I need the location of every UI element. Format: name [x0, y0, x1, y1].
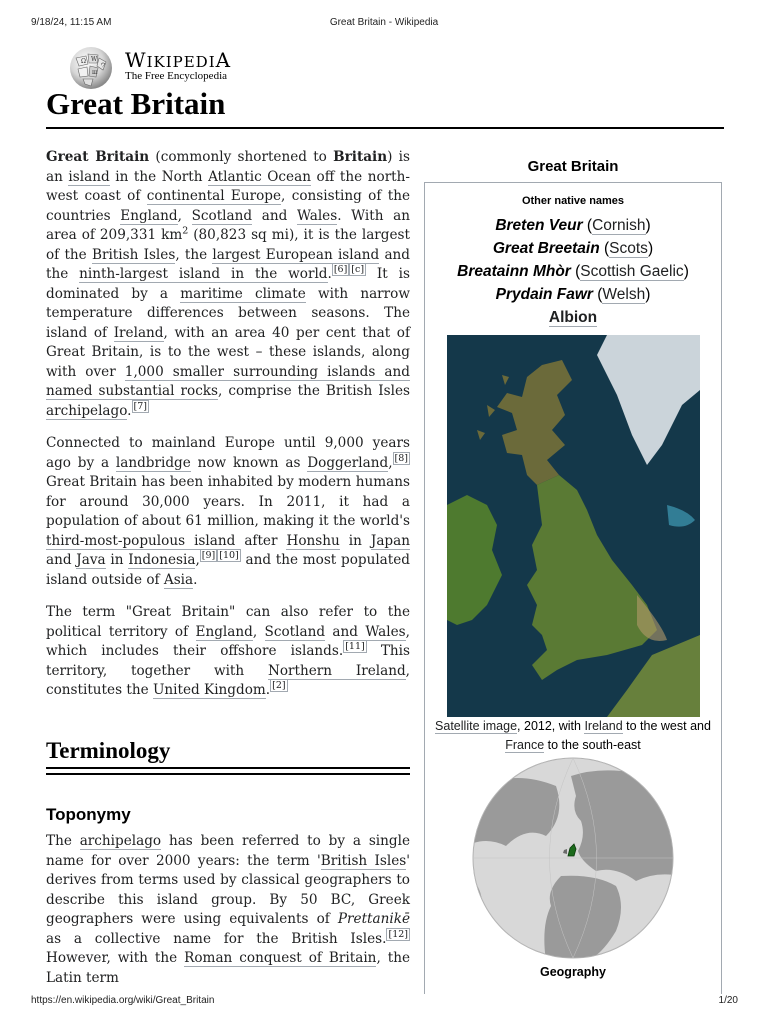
wikipedia-tagline: The Free Encyclopedia	[125, 70, 228, 82]
print-page-number: 1/20	[718, 995, 738, 1006]
native-name-welsh: Prydain Fawr (Welsh)	[495, 286, 651, 303]
svg-text:ウ: ウ	[100, 62, 107, 69]
citation-2[interactable]: [2]	[272, 680, 286, 692]
link-scotland-political[interactable]: Scotland	[264, 623, 326, 640]
link-ireland[interactable]: Ireland	[113, 324, 164, 341]
link-welsh[interactable]: Welsh	[602, 286, 646, 303]
print-page-title: Great Britain - Wikipedia	[329, 17, 439, 28]
link-archipelago-toponymy[interactable]: archipelago	[79, 833, 162, 849]
svg-text:W: W	[91, 56, 98, 63]
link-archipelago[interactable]: archipelago	[46, 402, 128, 419]
link-japan[interactable]: Japan	[370, 532, 410, 549]
link-ireland-caption[interactable]: Ireland	[584, 719, 623, 733]
print-header	[0, 17, 768, 31]
infobox-subheader: Other native names	[521, 195, 625, 207]
link-scotland[interactable]: Scotland	[191, 207, 253, 224]
section-divider	[46, 773, 410, 775]
link-united-kingdom[interactable]: United Kingdom	[152, 682, 266, 698]
latin-name-albion[interactable]: Albion	[548, 309, 598, 326]
print-footer	[0, 995, 768, 1009]
satellite-image-caption: Satellite image, 2012, with Ireland to the west and France to the south-east	[435, 719, 711, 752]
link-wales[interactable]: Wales	[296, 207, 338, 224]
link-british-isles-toponymy[interactable]: British Isles	[320, 852, 407, 869]
intro-paragraph-3: The term "Great Britain" can also refer to the political territory of England, Scotland and Wales, which includes their offshore islands. [11] This territory, together with Northern Ireland, constitutes the United Kingdom. [2]	[46, 604, 410, 698]
page-title: Great Britain	[46, 86, 226, 121]
link-largest-european-island[interactable]: largest European island	[212, 246, 380, 263]
link-british-isles[interactable]: British Isles	[91, 246, 176, 263]
link-landbridge[interactable]: landbridge	[115, 454, 191, 471]
link-ninth-largest-island[interactable]: ninth-largest island in the world	[79, 266, 328, 282]
citation-9[interactable]: [9]	[201, 550, 216, 562]
link-asia[interactable]: Asia	[163, 571, 194, 588]
link-northern-ireland[interactable]: Northern Ireland	[267, 662, 406, 679]
infobox	[424, 182, 722, 994]
link-england[interactable]: England	[120, 207, 178, 224]
citation-6[interactable]: [6]	[333, 264, 348, 276]
link-maritime-climate[interactable]: maritime climate	[180, 285, 306, 302]
link-island[interactable]: island	[68, 168, 110, 185]
infobox-section-geography: Geography	[540, 965, 606, 979]
native-name-cornish: Breten Veur (Cornish)	[495, 217, 651, 234]
wikipedia-wordmark: WIKIPEDIA	[125, 48, 232, 72]
svg-text:Ω: Ω	[81, 58, 86, 65]
native-name-scots: Great Breetain (Scots)	[492, 240, 654, 257]
print-url: https://en.wikipedia.org/wiki/Great_Britain	[31, 995, 215, 1006]
link-smaller-islands[interactable]: 1,000 smaller surrounding islands and named substantial rocks	[46, 363, 410, 399]
locator-globe-map[interactable]	[466, 756, 681, 961]
note-c[interactable]: [c]	[351, 264, 365, 276]
citation-8[interactable]: [8]	[394, 452, 408, 464]
wikipedia-globe-icon	[66, 44, 116, 90]
section-heading-terminology: Terminology	[46, 738, 171, 763]
link-england-political[interactable]: England	[195, 623, 253, 640]
citation-12[interactable]: [12]	[388, 928, 408, 940]
citation-10[interactable]: [10]	[219, 550, 239, 562]
infobox-title: Great Britain	[527, 158, 619, 175]
subsection-heading-toponymy: Toponymy	[46, 805, 131, 824]
link-scottish-gaelic[interactable]: Scottish Gaelic	[580, 263, 684, 280]
link-france[interactable]: France	[505, 738, 545, 752]
satellite-image[interactable]	[447, 335, 700, 717]
intro-paragraph-2: Connected to mainland Europe until 9,000 years ago by a landbridge now known as Doggerland, [8] Great Britain has been inhabited by modern humans for around 30,000 years. In 2011, it had a population of about 61 million, making it the world's third-most-populous island after Honshu in Japan and Java in Indonesia, [9] [10] and the most populated island outside of Asia.	[46, 435, 410, 588]
link-scots[interactable]: Scots	[609, 240, 648, 257]
link-doggerland[interactable]: Doggerland	[307, 454, 389, 471]
link-roman-conquest[interactable]: Roman conquest of Britain	[184, 950, 377, 966]
section-divider	[46, 767, 410, 769]
title-divider	[46, 127, 724, 129]
toponymy-section	[46, 832, 410, 1001]
citation-11[interactable]: [11]	[345, 641, 365, 653]
native-name-gaelic: Breatainn Mhòr (Scottish Gaelic)	[457, 263, 689, 280]
print-datetime: 9/18/24, 11:15 AM	[31, 17, 112, 28]
toponymy-paragraph: The archipelago has been referred to by a single name for over 2000 years: the term 'British Isles' derives from terms used by classical geographers to describe this island group. By 50 BC, Greek geographers were using equivalents of Prettanikē as a collective name for the British Isles. [12] However, with the Roman conquest of Britain, the Latin term	[46, 833, 410, 986]
link-atlantic-ocean[interactable]: Atlantic Ocean	[208, 168, 311, 185]
link-cornish[interactable]: Cornish	[592, 217, 646, 234]
link-wales-political[interactable]: Wales	[365, 623, 406, 640]
intro-paragraph-1: Great Britain (commonly shortened to Britain) is an island in the North Atlantic Ocean off the north-west coast of continental Europe, consisting of the countries England, Scotland and Wales. With an area of 209,331 $km^2$ (80,823 sq mi), it is the largest of the British Isles, the largest European island and the ninth-largest island in the world. [6] [c] It is dominated by a maritime climate with narrow temperature differences between seasons. The island of Ireland, with an area 40 per cent that of Great Britain, is to the west – these islands, along with over 1,000 smaller surrounding islands and named substantial rocks, comprise the British Isles archipelago. [7]	[46, 149, 411, 419]
link-third-most-populous-island[interactable]: third-most-populous island	[46, 532, 236, 549]
link-satellite-image[interactable]: Satellite image	[435, 719, 518, 733]
link-indonesia[interactable]: Indonesia	[128, 552, 196, 568]
citation-7[interactable]: [7]	[133, 400, 147, 412]
link-honshu[interactable]: Honshu	[286, 532, 340, 549]
link-java[interactable]: Java	[76, 552, 106, 568]
link-continental-europe[interactable]: continental Europe	[146, 188, 282, 204]
wikipedia-logo[interactable]	[66, 44, 266, 90]
svg-text:ш: ш	[92, 69, 98, 76]
article-intro	[46, 148, 410, 714]
